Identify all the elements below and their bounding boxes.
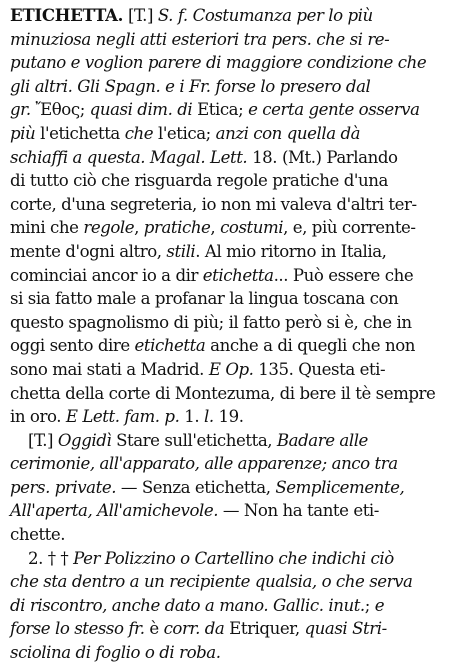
text-line [10,122,467,146]
text-line [10,429,467,453]
italic-run: anzi con quella dà [215,123,361,143]
text-line [10,499,467,523]
roman-run: corte, d'una segreteria, io non mi valeva d'altri ter- [10,194,417,214]
roman-run: 135. Questa eti- [253,359,386,379]
roman-run: 2. † † [28,548,74,568]
roman-run: chetta della corte di Montezuma, di bere il tè sempre [10,383,436,403]
italic-run: l. [204,407,214,427]
italic-run: Per Polizzino o Cartellino che indichi ciò [73,548,394,568]
italic-run: Semplicemente, [275,477,405,497]
text-line [10,334,467,358]
text-line [10,146,467,170]
roman-run: sono mai stati a Madrid. [10,359,209,379]
roman-run: di tutto ciò che risguarda regole pratiche d'una [10,171,388,191]
roman-run: , [210,218,221,238]
italic-run: gli altri. Gli Spagn. e i Fr. forse lo presero dal [10,76,371,96]
italic-run: E Lett. fam. p. [65,407,180,427]
text-line [10,405,467,429]
text-line [10,193,467,217]
italic-run: sciolina di foglio o di roba. [10,643,221,663]
italic-run: quasi dim. di [89,100,193,120]
text-line [10,264,467,288]
roman-run: [T.] [28,430,58,450]
roman-run: , e, più corrente- [283,218,416,238]
text-line [10,617,467,641]
text-line [10,523,467,547]
italic-run: etichetta [202,265,274,285]
roman-run: , [134,218,144,238]
roman-run: mente d'ogni altro, [10,241,167,261]
text-line [10,4,467,28]
italic-run: putano e voglion parere di maggiore condizione che [10,53,427,73]
text-line [10,169,467,193]
roman-run: chette. [10,525,66,545]
italic-run: che [124,123,154,143]
text-line [10,547,467,571]
roman-run: l'etica; [153,123,216,143]
roman-run: — Senza etichetta, [116,477,276,497]
italic-run: e certa gente osserva [248,100,420,120]
text-line [10,216,467,240]
roman-run: Ἔθος [35,100,80,120]
italic-run: costumi [220,218,284,238]
roman-run: — Non ha tante eti- [218,501,379,521]
text-line [10,594,467,618]
italic-run: etichetta [134,336,206,356]
headword: ETICHETTA. [10,5,124,25]
italic-run: gr. [10,100,36,120]
roman-run: anche a di quegli che non [205,336,415,356]
roman-run: ; [364,595,375,615]
roman-run: si sia fatto male a profanar la lingua toscana con [10,289,399,309]
italic-run: quasi Stri- [304,619,387,639]
roman-run: cominciai ancor io a dir [10,265,203,285]
italic-run: E Op. [208,359,254,379]
text-line [10,98,467,122]
roman-run: in oro. [10,407,66,427]
roman-run: . Al mio ritorno in Italia, [195,241,387,261]
entry-sense-2 [10,547,467,665]
text-line [10,476,467,500]
roman-run: oggi sento dire [10,336,135,356]
text-line [10,358,467,382]
roman-run: 18. (Mt.) Parlando [247,147,398,167]
text-line [10,311,467,335]
roman-run: ... Può essere che [273,265,414,285]
text-line [10,641,467,665]
italic-run: S. f. Costumanza per lo più [157,6,373,25]
italic-run: corr. da [163,619,225,639]
italic-run: pratiche [143,218,211,238]
roman-run: [T.] [123,6,158,25]
text-line [10,28,467,52]
text-line [10,75,467,99]
italic-run: regole [83,218,135,238]
italic-run: forse lo stesso fr. [10,619,145,639]
entry-sense-1 [10,429,467,547]
roman-run: questo spagnolismo di più; il fatto però si è, che in [10,312,412,332]
italic-run: Oggidì [57,430,112,450]
entry-main [10,4,467,429]
text-line [10,287,467,311]
italic-run: più [10,123,36,143]
text-line [10,51,467,75]
text-line [10,570,467,594]
roman-run: Stare sull'etichetta, [111,430,277,450]
italic-run: cerimonie, all'apparato, alle apparenze; anco tra [10,454,398,474]
roman-run: ; [79,100,90,120]
italic-run: stili [166,241,196,261]
text-line [10,452,467,476]
italic-run: e [374,595,385,615]
roman-run: Etriquer, [224,619,305,639]
roman-run: 19. [213,407,244,427]
italic-run: pers. private. [10,477,117,497]
roman-run: mini che [10,218,84,238]
italic-run: Badare alle [276,430,368,450]
text-line [10,382,467,406]
roman-run: Etica; [192,100,249,120]
italic-run: di riscontro, anche dato a mano. Gallic. inut. [10,595,365,615]
italic-run: che sta dentro a un recipiente qualsia, o che serva [10,572,413,592]
italic-run: minuziosa negli atti esteriori tra pers. che si re- [10,29,390,49]
italic-run: All'aperta, All'amichevole. [10,501,219,521]
roman-run: l'etichetta [35,123,125,143]
roman-run: è [144,619,164,639]
roman-run: 1. [179,407,205,427]
italic-run: schiaffi a questa. Magal. Lett. [10,147,248,167]
text-line [10,240,467,264]
